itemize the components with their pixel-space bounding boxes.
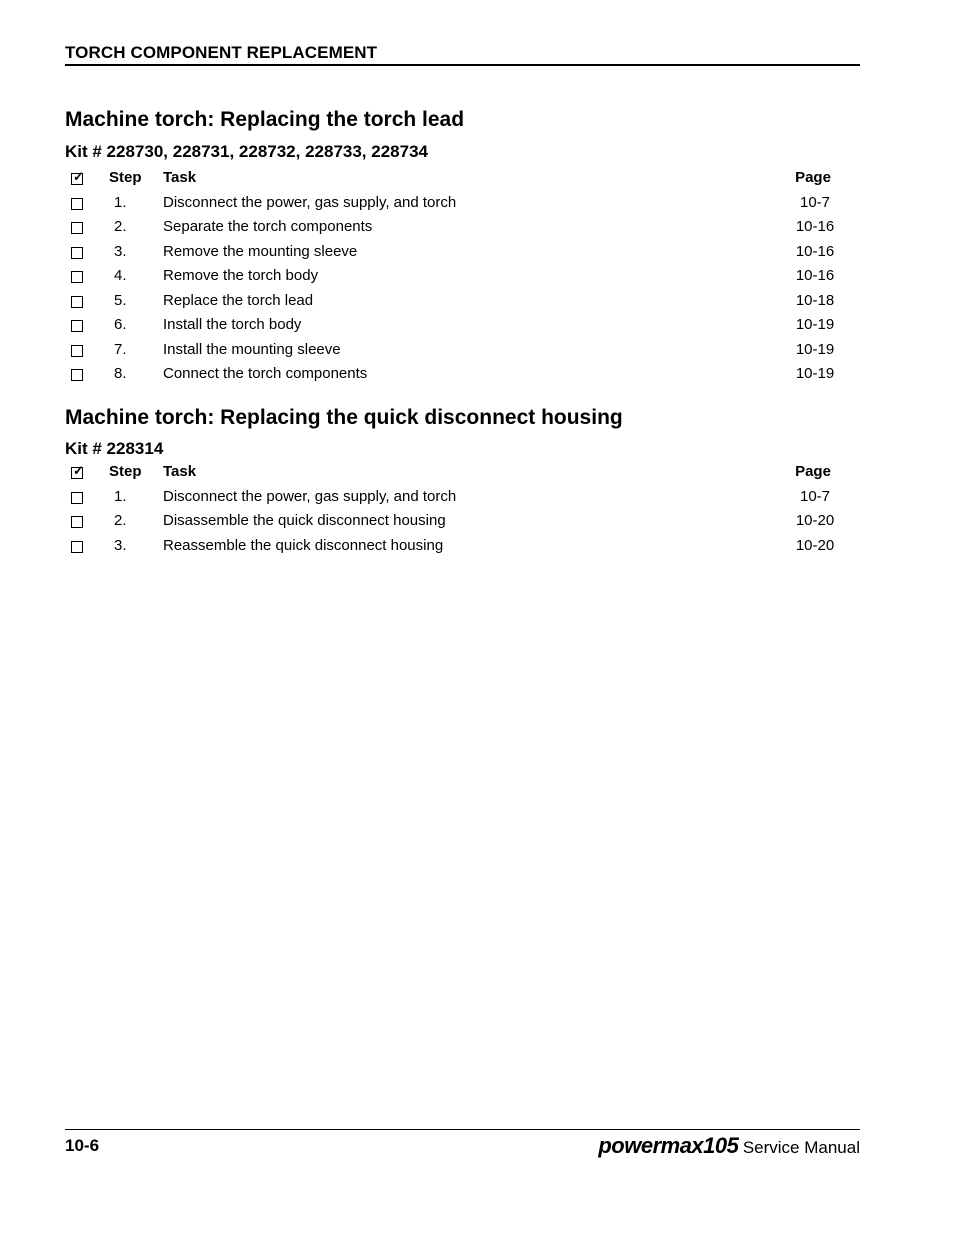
step-number: 7. — [114, 340, 127, 358]
step-number: 8. — [114, 365, 127, 382]
task-text: Connect the torch components — [163, 365, 368, 382]
table-header-row — [65, 168, 845, 193]
task-text: Remove the torch body — [163, 267, 319, 284]
footer-divider — [65, 1129, 860, 1130]
header-divider — [65, 64, 860, 66]
page-reference: 10-16 — [795, 267, 835, 284]
page-reference: 10-20 — [795, 512, 835, 529]
task-text: Install the mounting sleeve — [163, 340, 341, 358]
task-text: Install the torch body — [163, 316, 302, 333]
column-header-page: Page — [795, 169, 831, 186]
step-number: 3. — [114, 242, 127, 260]
footer-brand — [598, 1133, 860, 1159]
step-number: 6. — [114, 316, 127, 333]
footer-page-number: 10-6 — [65, 1136, 100, 1155]
page-reference: 10-19 — [795, 365, 835, 382]
table-row — [65, 511, 845, 536]
checkbox[interactable] — [71, 243, 85, 263]
page-reference: 10-19 — [795, 316, 835, 333]
column-header-page: Page — [795, 463, 831, 480]
checkbox[interactable] — [71, 488, 85, 508]
table-row — [65, 487, 845, 512]
checkbox[interactable] — [71, 218, 85, 238]
kit-number-quick-disconnect: Kit # 228314 — [65, 439, 164, 458]
column-header-task: Task — [163, 463, 197, 480]
task-table-quick-disconnect — [65, 462, 845, 560]
section-title-quick-disconnect: Machine torch: Replacing the quick disconnect housing — [65, 406, 623, 429]
checkbox[interactable] — [71, 194, 85, 214]
section-title-torch-lead: Machine torch: Replacing the torch lead — [65, 108, 465, 131]
page-reference: 10-20 — [795, 536, 835, 554]
checkbox[interactable] — [71, 537, 85, 557]
step-number: 5. — [114, 291, 127, 309]
task-text: Remove the mounting sleeve — [163, 242, 358, 260]
page-reference: 10-18 — [795, 291, 835, 309]
column-header-step: Step — [109, 169, 142, 186]
step-number: 2. — [114, 218, 127, 235]
table-row — [65, 217, 845, 242]
task-text: Disassemble the quick disconnect housing — [163, 512, 446, 529]
task-table-torch-lead — [65, 168, 845, 389]
kit-number-torch-lead: Kit # 228730, 228731, 228732, 228733, 228734 — [65, 142, 428, 161]
task-text: Reassemble the quick disconnect housing — [163, 536, 444, 554]
page-header-title: TORCH COMPONENT REPLACEMENT — [65, 43, 378, 62]
task-text: Replace the torch lead — [163, 291, 314, 309]
task-text: Separate the torch components — [163, 218, 373, 235]
step-number: 2. — [114, 512, 127, 529]
step-number: 1. — [114, 487, 127, 505]
checkbox[interactable] — [71, 267, 85, 287]
checkbox[interactable] — [71, 292, 85, 312]
page-reference: 10-16 — [795, 218, 835, 235]
table-row — [65, 242, 845, 267]
page-reference: 10-7 — [799, 193, 831, 211]
column-header-step: Step — [109, 463, 142, 480]
table-row — [65, 536, 845, 561]
task-text: Disconnect the power, gas supply, and torch — [163, 193, 457, 211]
step-number: 3. — [114, 536, 127, 554]
checkbox[interactable] — [71, 365, 85, 385]
column-header-task: Task — [163, 169, 197, 186]
checkbox[interactable] — [71, 316, 85, 336]
checkbox[interactable] — [71, 341, 85, 361]
page-reference: 10-19 — [795, 340, 835, 358]
table-row — [65, 315, 845, 340]
checkbox[interactable] — [71, 512, 85, 532]
checked-box-icon: ✓ — [73, 463, 84, 478]
brand-logo: powermax105 — [598, 1133, 739, 1158]
checked-box-icon: ✓ — [73, 169, 84, 184]
task-text: Disconnect the power, gas supply, and torch — [163, 487, 457, 505]
page-reference: 10-7 — [799, 487, 831, 505]
table-row — [65, 364, 845, 389]
table-header-row — [65, 462, 845, 487]
table-row — [65, 291, 845, 316]
page-reference: 10-16 — [795, 242, 835, 260]
step-number: 1. — [114, 193, 127, 211]
table-row — [65, 266, 845, 291]
manual-name: Service Manual — [742, 1138, 860, 1157]
table-row — [65, 193, 845, 218]
step-number: 4. — [114, 267, 127, 284]
table-row — [65, 340, 845, 365]
